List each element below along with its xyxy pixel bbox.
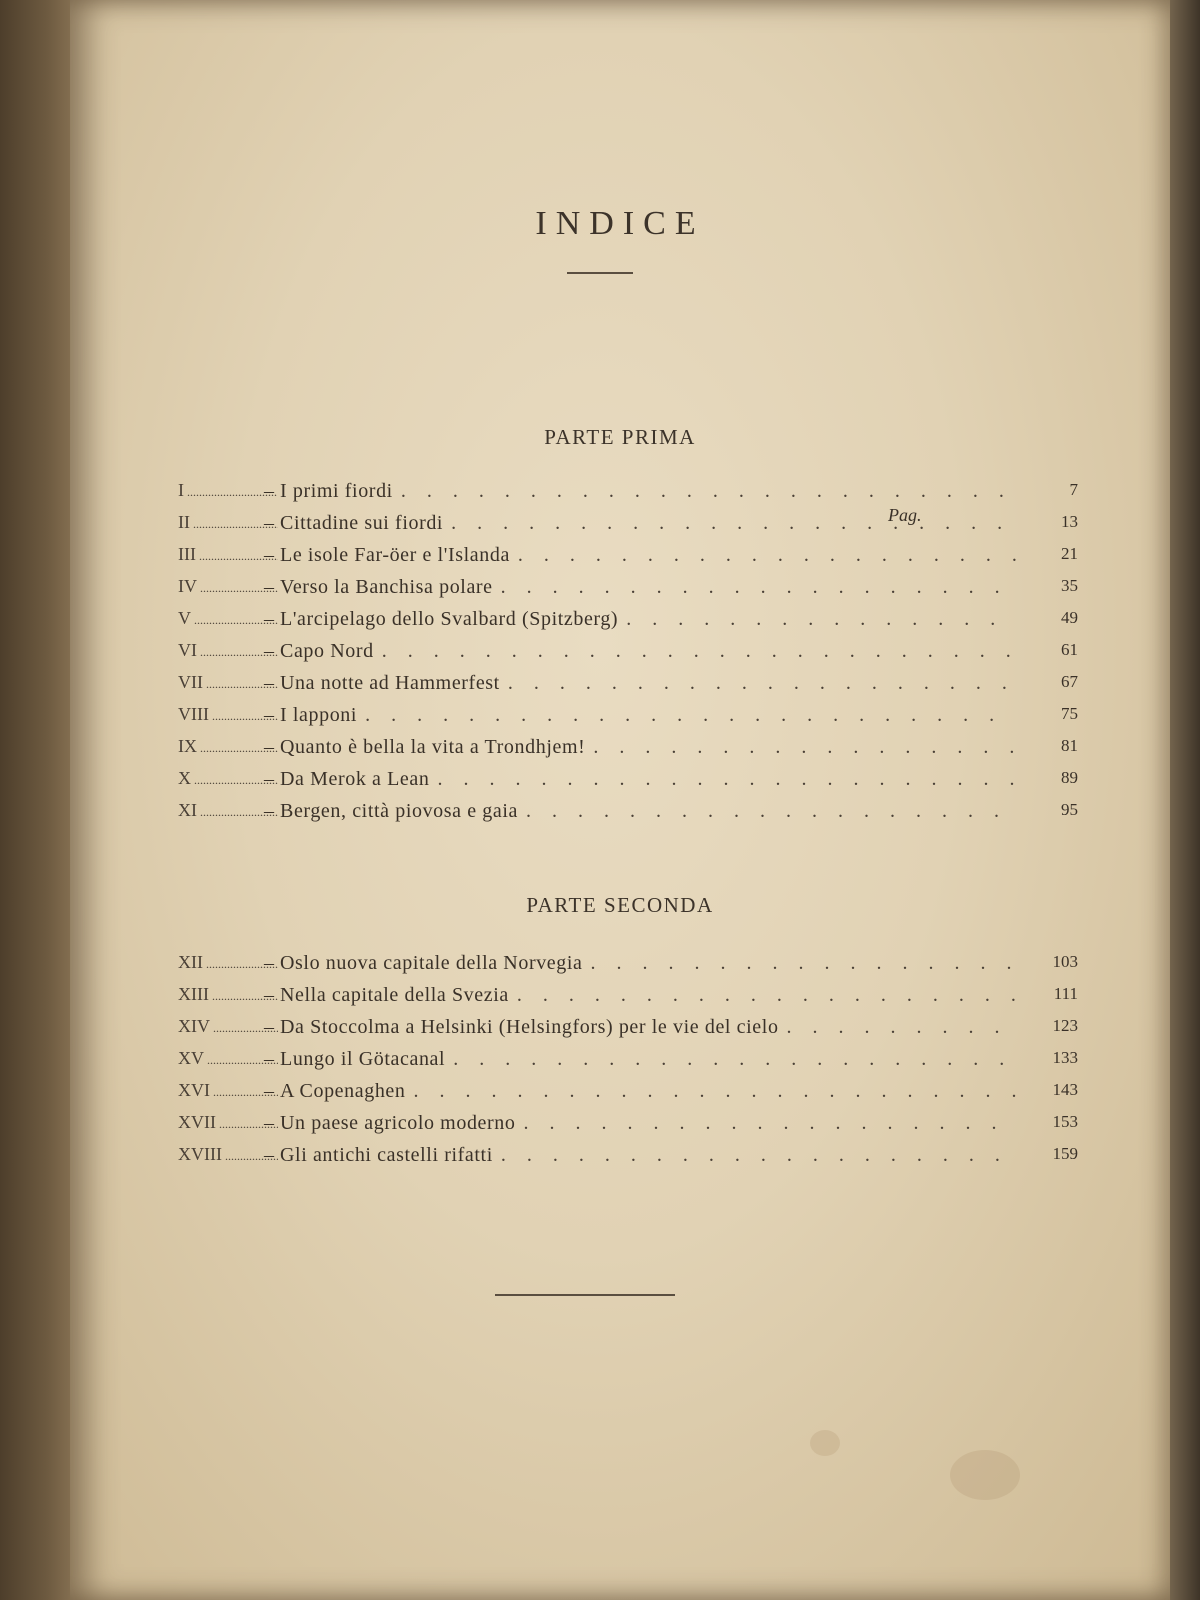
entry-title-line bbox=[280, 608, 1016, 631]
dot-leader bbox=[501, 576, 1016, 599]
toc-entry bbox=[178, 544, 1078, 574]
chapter-title: Cittadine sui fiordi bbox=[280, 512, 444, 534]
entry-title-line bbox=[280, 576, 1016, 599]
entry-title-line bbox=[280, 952, 1016, 975]
chapter-title: I primi fiordi bbox=[280, 480, 393, 502]
chapter-title: Quanto è bella la vita a Trondhjem! bbox=[280, 736, 586, 758]
entry-dash: – bbox=[264, 1080, 274, 1102]
page-title: INDICE bbox=[535, 205, 705, 242]
toc-entry bbox=[178, 1016, 1078, 1046]
page-stain bbox=[950, 1450, 1020, 1500]
entry-title-line bbox=[280, 1048, 1016, 1071]
entry-dash: – bbox=[264, 984, 274, 1006]
toc-entry bbox=[178, 1080, 1078, 1110]
chapter-number: XVIII ..... bbox=[178, 1144, 278, 1165]
page-number: 143 bbox=[1052, 1080, 1078, 1099]
entry-title-line bbox=[280, 800, 1016, 823]
chapter-number: XVII ..... bbox=[178, 1112, 278, 1133]
entry-title-line bbox=[280, 672, 1016, 695]
page-number: 89 bbox=[1061, 768, 1078, 787]
page-stain bbox=[810, 1430, 840, 1456]
toc-entry bbox=[178, 1048, 1078, 1078]
toc-entry bbox=[178, 1144, 1078, 1174]
chapter-title: Da Stoccolma a Helsinki (Helsingfors) per le vie del cielo bbox=[280, 1016, 779, 1038]
page-number: 61 bbox=[1061, 640, 1078, 659]
chapter-title: I lapponi bbox=[280, 704, 358, 726]
chapter-number: XV ..... bbox=[178, 1048, 278, 1069]
dot-leader bbox=[438, 768, 1017, 791]
toc-entry bbox=[178, 704, 1078, 734]
entry-title-line bbox=[280, 1144, 1016, 1167]
book-page bbox=[70, 0, 1170, 1600]
chapter-title: Le isole Far-öer e l'Islanda bbox=[280, 544, 510, 566]
page-number: 67 bbox=[1061, 672, 1078, 691]
entry-dash: – bbox=[264, 576, 274, 598]
page-column-label: Pag. bbox=[888, 505, 922, 525]
entry-dash: – bbox=[264, 768, 274, 790]
page-number: 133 bbox=[1052, 1048, 1078, 1067]
chapter-number: VII ..... bbox=[178, 672, 278, 693]
entry-title-line bbox=[280, 480, 1016, 503]
entry-dash: – bbox=[264, 736, 274, 758]
entry-title-line bbox=[280, 1080, 1016, 1103]
chapter-number: VI ..... bbox=[178, 640, 278, 661]
chapter-title: Lungo il Götacanal bbox=[280, 1048, 446, 1070]
dot-leader bbox=[593, 736, 1016, 759]
entry-title-line bbox=[280, 768, 1016, 791]
dot-leader bbox=[414, 1080, 1016, 1103]
page-number: 7 bbox=[1069, 480, 1078, 499]
page-number: 153 bbox=[1052, 1112, 1078, 1131]
chapter-title: Nella capitale della Svezia bbox=[280, 984, 509, 1006]
page-number: 13 bbox=[1061, 512, 1078, 531]
page-number: 103 bbox=[1052, 952, 1078, 971]
dot-leader bbox=[626, 608, 1016, 631]
chapter-number: IX ..... bbox=[178, 736, 278, 757]
dot-leader bbox=[787, 1016, 1016, 1039]
title-underline bbox=[567, 272, 633, 274]
entry-dash: – bbox=[264, 704, 274, 726]
entry-dash: – bbox=[264, 1016, 274, 1038]
entry-dash: – bbox=[264, 1112, 274, 1134]
entry-dash: – bbox=[264, 480, 274, 502]
chapter-number: XIV ..... bbox=[178, 1016, 278, 1037]
page-number: 75 bbox=[1061, 704, 1078, 723]
dot-leader bbox=[401, 480, 1016, 503]
toc-entry bbox=[178, 984, 1078, 1014]
toc-entry bbox=[178, 640, 1078, 670]
entry-title-line bbox=[280, 984, 1016, 1007]
chapter-title: Da Merok a Lean bbox=[280, 768, 430, 790]
chapter-title: A Copenaghen bbox=[280, 1080, 406, 1102]
entry-dash: – bbox=[264, 672, 274, 694]
entry-dash: – bbox=[264, 800, 274, 822]
page-number: 35 bbox=[1061, 576, 1078, 595]
dot-leader bbox=[523, 1112, 1016, 1135]
toc-entry bbox=[178, 736, 1078, 766]
chapter-number: XII ..... bbox=[178, 952, 278, 973]
toc-entry bbox=[178, 480, 1078, 510]
page-number: 81 bbox=[1061, 736, 1078, 755]
chapter-number: IV ..... bbox=[178, 576, 278, 597]
entry-title-line bbox=[280, 544, 1016, 567]
chapter-number: I ..... bbox=[178, 480, 278, 501]
entry-dash: – bbox=[264, 952, 274, 974]
dot-leader bbox=[526, 800, 1016, 823]
toc-entry bbox=[178, 512, 1078, 542]
toc-entry bbox=[178, 800, 1078, 830]
book-spine-shadow bbox=[0, 0, 78, 1600]
closing-rule bbox=[495, 1294, 675, 1296]
dot-leader bbox=[518, 544, 1016, 567]
chapter-number: V ..... bbox=[178, 608, 278, 629]
dot-leader bbox=[517, 984, 1016, 1007]
dot-leader bbox=[508, 672, 1016, 695]
dot-leader bbox=[453, 1048, 1016, 1071]
toc-entry bbox=[178, 768, 1078, 798]
entry-dash: – bbox=[264, 512, 274, 534]
chapter-title: Un paese agricolo moderno bbox=[280, 1112, 516, 1134]
chapter-number: II ..... bbox=[178, 512, 278, 533]
chapter-number: XI ..... bbox=[178, 800, 278, 821]
entry-dash: – bbox=[264, 1144, 274, 1166]
dot-leader bbox=[382, 640, 1016, 663]
entry-dash: – bbox=[264, 1048, 274, 1070]
section-heading-parte-prima: PARTE PRIMA bbox=[544, 425, 696, 449]
toc-entry bbox=[178, 672, 1078, 702]
page-number: 111 bbox=[1053, 984, 1078, 1003]
chapter-title: Una notte ad Hammerfest bbox=[280, 672, 500, 694]
chapter-title: Bergen, città piovosa e gaia bbox=[280, 800, 519, 822]
entry-dash: – bbox=[264, 544, 274, 566]
entry-dash: – bbox=[264, 608, 274, 630]
dot-leader bbox=[591, 952, 1016, 975]
chapter-number: XVI ..... bbox=[178, 1080, 278, 1101]
entry-title-line bbox=[280, 1016, 1016, 1039]
entry-title-line bbox=[280, 640, 1016, 663]
dot-leader bbox=[365, 704, 1016, 727]
page-number: 95 bbox=[1061, 800, 1078, 819]
entry-dash: – bbox=[264, 640, 274, 662]
chapter-title: Gli antichi castelli rifatti bbox=[280, 1144, 493, 1166]
toc-entry bbox=[178, 608, 1078, 638]
toc-entry bbox=[178, 576, 1078, 606]
entry-title-line bbox=[280, 1112, 1016, 1135]
chapter-number: XIII ..... bbox=[178, 984, 278, 1005]
toc-entry bbox=[178, 1112, 1078, 1142]
entry-title-line bbox=[280, 704, 1016, 727]
section-heading-parte-seconda: PARTE SECONDA bbox=[526, 893, 714, 917]
toc-entry bbox=[178, 952, 1078, 982]
page-number: 49 bbox=[1061, 608, 1078, 627]
chapter-title: Capo Nord bbox=[280, 640, 374, 662]
entry-title-line bbox=[280, 736, 1016, 759]
dot-leader bbox=[501, 1144, 1016, 1167]
chapter-number: III ..... bbox=[178, 544, 278, 565]
page-number: 21 bbox=[1061, 544, 1078, 563]
page-number: 159 bbox=[1052, 1144, 1078, 1163]
chapter-number: X ..... bbox=[178, 768, 278, 789]
dot-leader bbox=[451, 512, 1016, 535]
page-number: 123 bbox=[1052, 1016, 1078, 1035]
chapter-title: L'arcipelago dello Svalbard (Spitzberg) bbox=[280, 608, 619, 630]
book-edge-shadow bbox=[1166, 0, 1200, 1600]
entry-title-line bbox=[280, 512, 1016, 535]
chapter-title: Verso la Banchisa polare bbox=[280, 576, 493, 598]
chapter-title: Oslo nuova capitale della Norvegia bbox=[280, 952, 583, 974]
chapter-number: VIII ..... bbox=[178, 704, 278, 725]
